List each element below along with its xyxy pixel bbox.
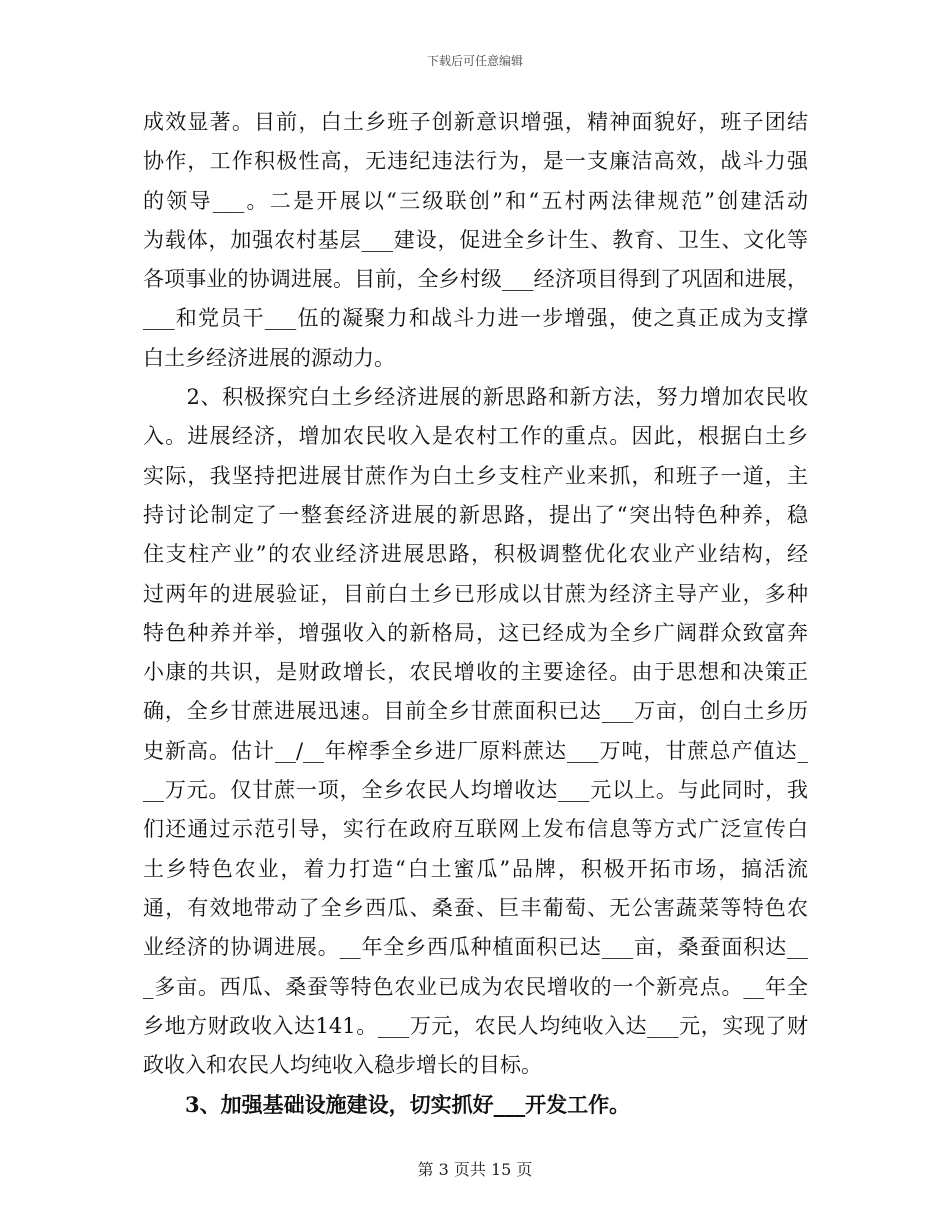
body-line: 土乡特色农业，着力打造“白土蜜瓜”品牌，积极开拓市场，搞活流: [143, 856, 808, 881]
body-line: 通，有效地带动了全乡西瓜、桑蚕、巨丰葡萄、无公害蔬菜等特色农: [143, 895, 808, 920]
body-line: 持讨论制定了一整套经济进展的新思路，提出了“突出特色种养，稳: [143, 502, 808, 527]
body-line: 白土乡经济进展的源动力。: [143, 345, 395, 370]
body-line: _多亩。西瓜、桑蚕等特色农业已成为农民增收的一个新亮点。__年全: [143, 974, 808, 999]
body-line: 成效显著。目前，白土乡班子创新意识增强，精神面貌好，班子团结: [143, 110, 808, 134]
body-line: 们还通过示范引导，实行在政府互联网上发布信息等方式广泛宣传白: [143, 817, 808, 842]
body-line: 史新高。估计__/__年榨季全乡进厂原料蔗达___万吨，甘蔗总产值达_: [143, 738, 808, 763]
body-line: 实际，我坚持把进展甘蔗作为白土乡支柱产业来抓，和班子一道，主: [143, 463, 808, 488]
body-line: 住支柱产业”的农业经济进展思路，积极调整优化农业产业结构，经: [143, 542, 808, 567]
section-heading: 3、加强基础设施建设，切实抓好___开发工作。: [143, 1092, 631, 1118]
body-line: 2、积极探究白土乡经济进展的新思路和新方法，努力增加农民收: [143, 385, 808, 410]
page-footer: 第 3 页共 15 页: [417, 1160, 533, 1179]
document-body: [143, 103, 808, 1125]
body-line: 协作，工作积极性高，无违纪违法行为，是一支廉洁高效，战斗力强: [143, 149, 808, 174]
body-line: 的领导___。二是开展以“三级联创”和“五村两法律规范”创建活动: [143, 188, 808, 213]
body-line: 入。进展经济，增加农民收入是农村工作的重点。因此，根据白土乡: [143, 424, 808, 449]
body-line: 特色种养并举，增强收入的新格局，这已经成为全乡广阔群众致富奔: [143, 620, 808, 645]
page-header: 下载后可任意编辑: [426, 54, 523, 68]
body-line: 各项事业的协调进展。目前，全乡村级___经济项目得到了巩固和进展，: [143, 267, 808, 292]
body-line: 乡地方财政收入达141。___万元，农民人均纯收入达___元，实现了财: [143, 1013, 808, 1038]
body-line: 确，全乡甘蔗进展迅速。目前全乡甘蔗面积已达___万亩，创白土乡历: [143, 699, 808, 724]
body-line: 业经济的协调进展。__年全乡西瓜种植面积已达___亩，桑蚕面积达__: [143, 935, 808, 960]
body-line: 小康的共识，是财政增长，农民增收的主要途径。由于思想和决策正: [143, 660, 808, 685]
body-line: ___和党员干___伍的凝聚力和战斗力进一步增强，使之真正成为支撑: [143, 306, 808, 331]
body-line: __万元。仅甘蔗一项，全乡农民人均增收达___元以上。与此同时，我: [143, 778, 808, 803]
body-line: 过两年的进展验证，目前白土乡已形成以甘蔗为经济主导产业，多种: [143, 581, 808, 606]
body-line: 为载体，加强农村基层___建设，促进全乡计生、教育、卫生、文化等: [143, 227, 808, 252]
body-line: 政收入和农民人均纯收入稳步增长的目标。: [143, 1053, 542, 1078]
